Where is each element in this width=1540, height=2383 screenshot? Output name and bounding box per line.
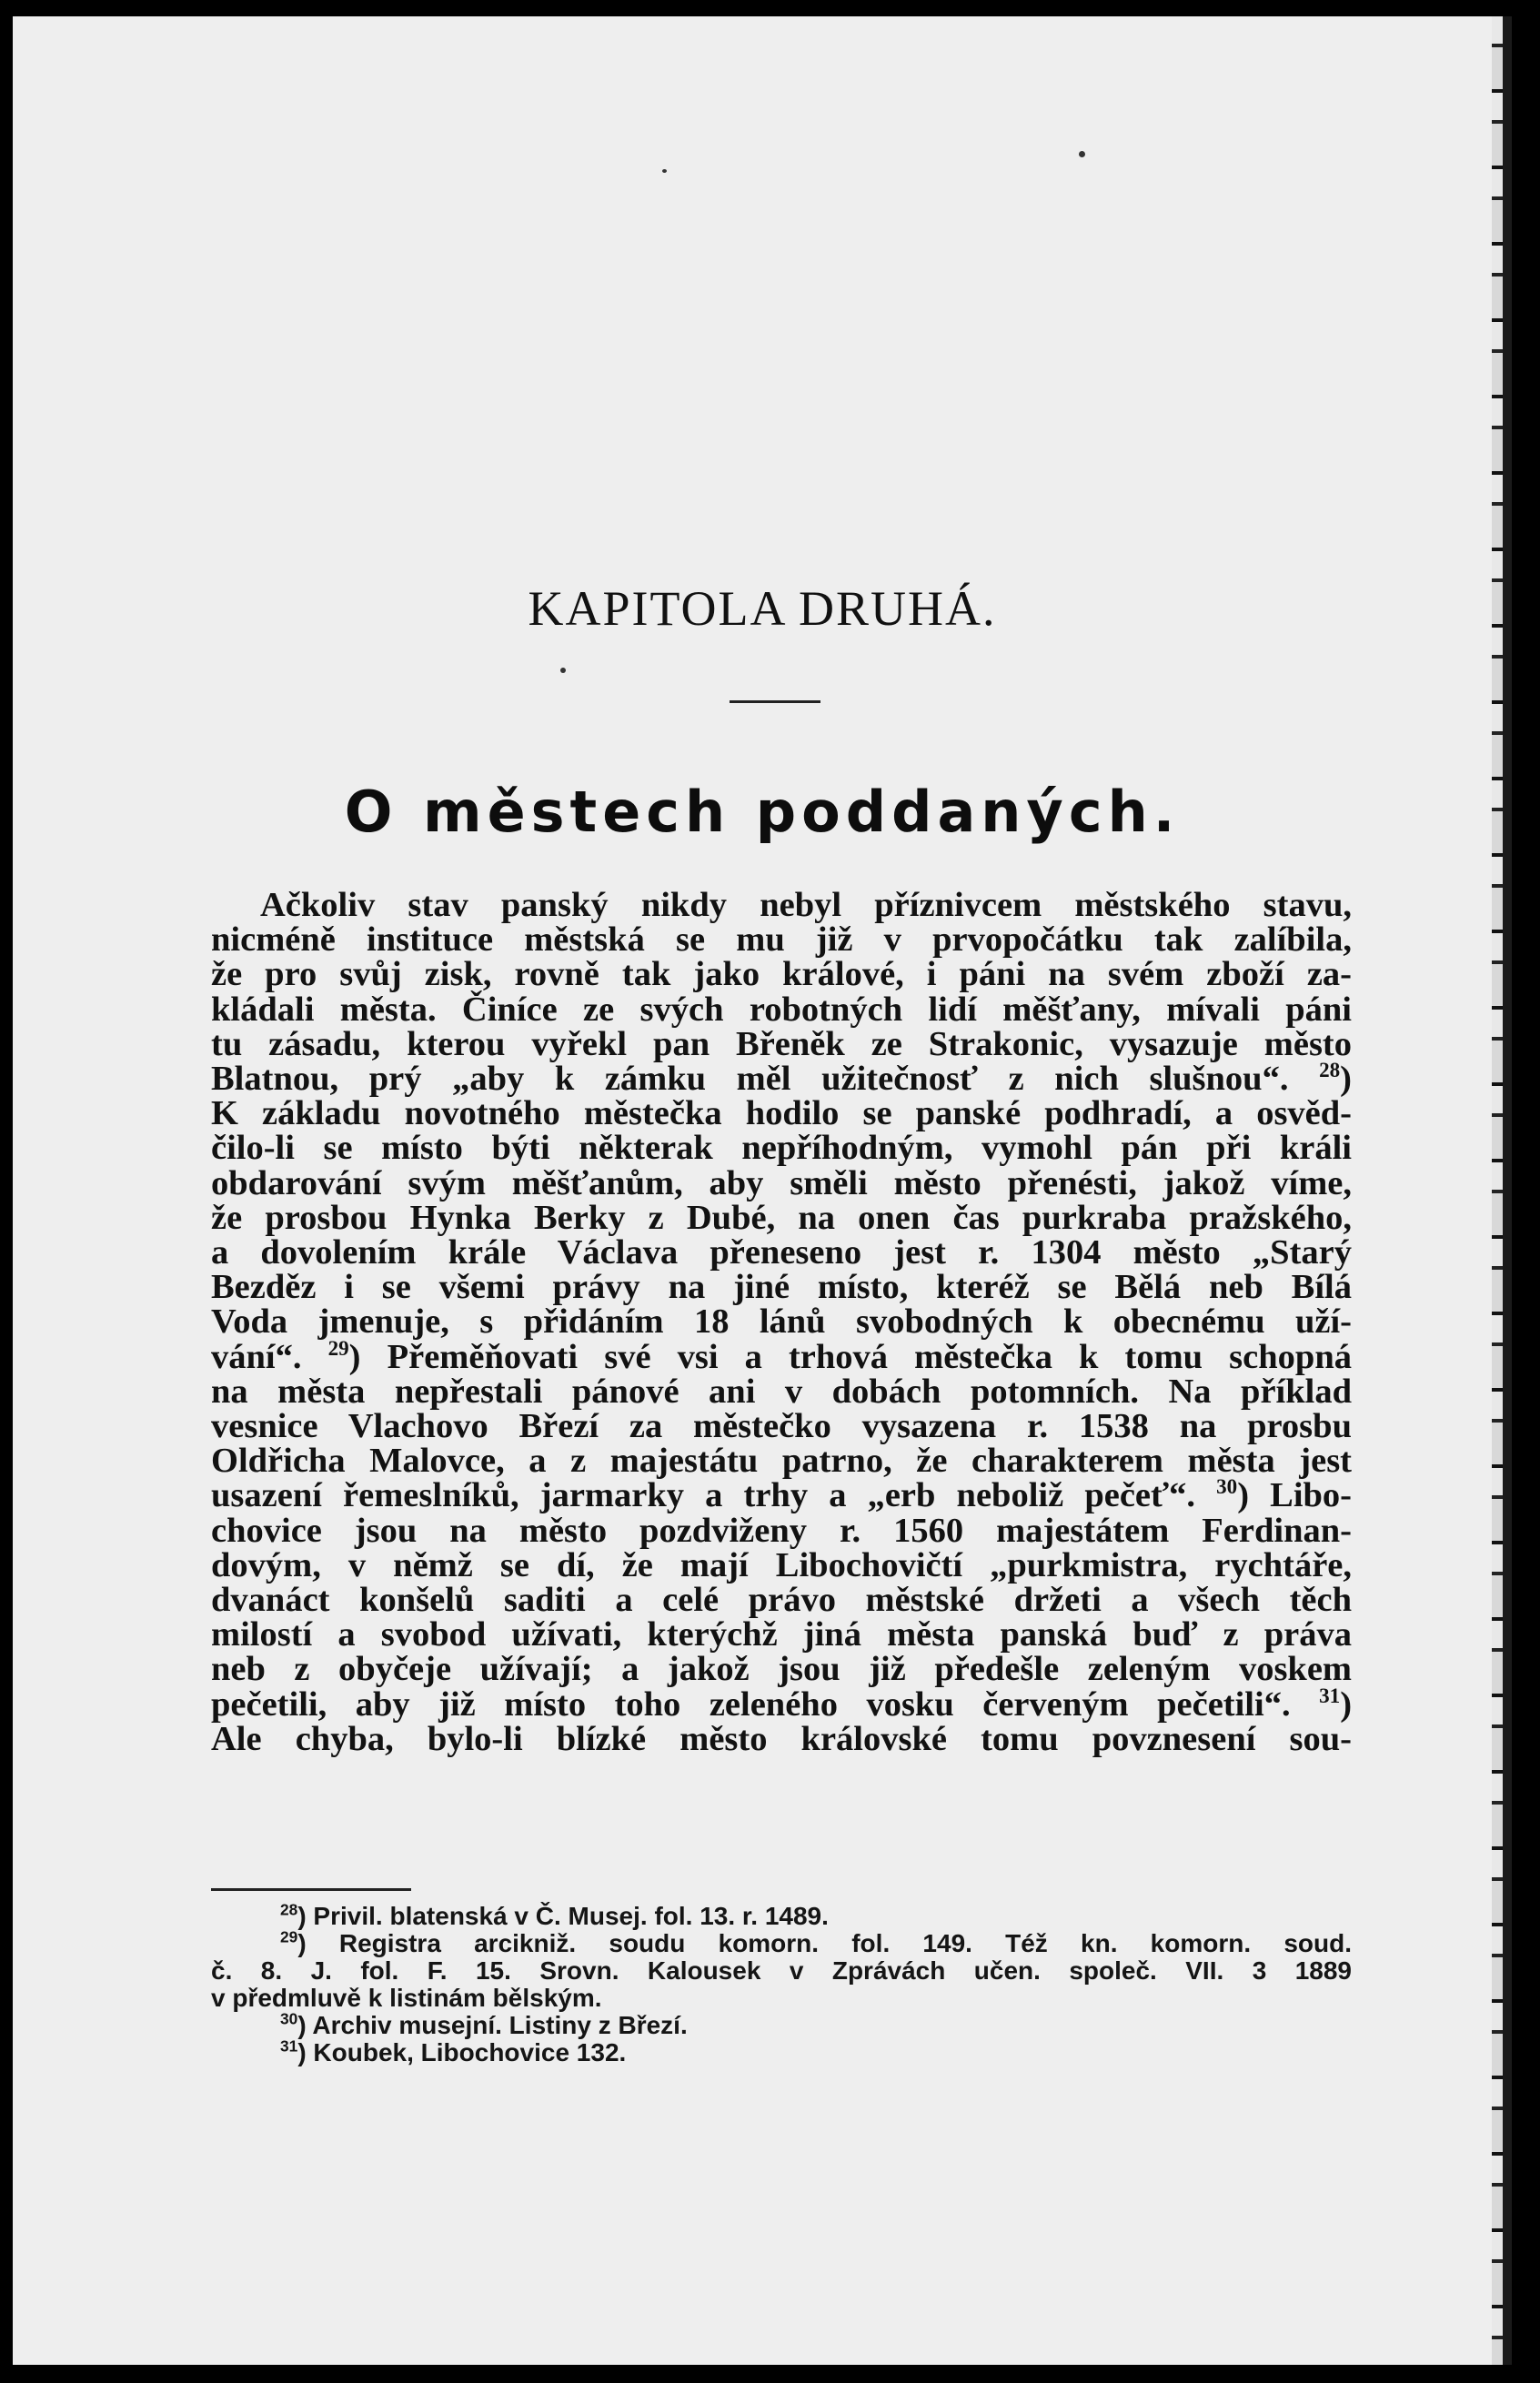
- binding-strip: [1492, 16, 1503, 2365]
- text-line: a dovolením krále Václava přeneseno jest r. 1304 město „Starý: [211, 1233, 1352, 1272]
- footnote: $^{28}$) Privil. blatenská v Č. Musej. fol. 13. r. 1489.: [280, 1900, 829, 1930]
- text-line: milostí a svobod užívati, kterýchž jiná města panská buď z práva: [211, 1615, 1352, 1654]
- text-line: Oldřicha Malovce, a z majestátu patrno, že charakterem města jest: [211, 1442, 1352, 1481]
- footnote-continuation: č. 8. J. fol. F. 15. Srovn. Kalousek v Zprávách učen. společ. VII. 3 1889: [211, 1956, 1352, 1985]
- text-line: vání“. $^{29}$) Přeměňovati své vsi a trhová městečka k tomu schopná: [211, 1335, 1352, 1376]
- print-speck: [662, 169, 667, 173]
- print-speck: [560, 668, 566, 673]
- text-line: Voda jmenuje, s přidáním 18 lánů svobodných k obecnému uží-: [211, 1302, 1352, 1342]
- text-line: pečetili, aby již místo toho zeleného vosku červeným pečetili“. $^{31}$): [211, 1683, 1353, 1724]
- footnote: $^{29}$) Registra arcikniž. soudu komorn. fol. 149. Též kn. komorn. soud.: [280, 1927, 1353, 1957]
- footnote-number: 29: [280, 1927, 298, 1946]
- text-line: vesnice Vlachovo Březí za městečko vysazena r. 1538 na prosbu: [211, 1407, 1352, 1446]
- text-line: dvanáct konšelů saditi a celé právo městské držeti a všech těch: [211, 1581, 1352, 1620]
- text-line: na města nepřestali pánové ani v dobách potomních. Na příklad: [211, 1372, 1352, 1411]
- text-line: kládali města. Činíce ze svých robotných lidí měšťany, mívali páni: [211, 990, 1352, 1029]
- text-line: Ačkoliv stav panský nikdy nebyl příznivcem městského stavu,: [260, 886, 1352, 924]
- text-line-part: usazení řemeslníků, jarmarky a trhy a „erb neboliž pečeť“.: [211, 1476, 1195, 1515]
- chapter-heading: KAPITOLA DRUHÁ.: [528, 581, 997, 636]
- footnotes: [211, 1900, 1353, 2066]
- text-line-part: vání“.: [211, 1337, 302, 1376]
- footnote-ref: 30: [1216, 1474, 1238, 1499]
- text-line: Blatnou, prý „aby k zámku měl užitečnosť z nich slušnou“. $^{28}$): [211, 1058, 1352, 1099]
- footnote: $^{31}$) Koubek, Libochovice 132.: [280, 2036, 627, 2066]
- footnote-text: Privil. blatenská v Č. Musej. fol. 13. r. 1489.: [313, 1902, 829, 1930]
- text-line: chovice jsou na město pozdviženy r. 1560 majestátem Ferdinan-: [211, 1511, 1352, 1550]
- print-speck: [1079, 151, 1085, 157]
- text-line: že pro svůj zisk, rovně tak jako králové, i páni na svém zboží za-: [211, 955, 1352, 994]
- text-line: obdarování svým měšťanům, aby směli město přenésti, jakož víme,: [211, 1163, 1352, 1202]
- footnote: $^{30}$) Archiv musejní. Listiny z Březí.: [280, 2009, 688, 2039]
- chapter-title: O městech poddaných.: [344, 779, 1181, 845]
- text-line-part: Libo-: [1270, 1476, 1352, 1515]
- body-text: [211, 888, 1352, 1756]
- text-line: neb z obyčeje užívají; a jakož jsou již předešle zeleným voskem: [211, 1650, 1352, 1689]
- footnote-continuation: v předmluvě k listinám bělským.: [211, 1984, 602, 2012]
- book-page: [13, 16, 1512, 2365]
- text-line: K základu novotného městečka hodilo se panské podhradí, a osvěd-: [211, 1094, 1352, 1133]
- text-line: tu zásadu, kterou vyřekl pan Břeněk ze Strakonic, vysazuje město: [211, 1024, 1352, 1063]
- footnote-text: Registra arcikniž. soudu komorn. fol. 149. Též kn. komorn. soud.: [338, 1929, 1353, 1957]
- footnote-number: 30: [280, 2009, 298, 2028]
- text-line: Ale chyba, bylo-li blízké město královské tomu povznesení sou-: [211, 1719, 1352, 1758]
- footnote-text: Archiv musejní. Listiny z Březí.: [312, 2011, 688, 2039]
- text-line: čilo-li se místo býti některak nepříhodným, vymohl pán při králi: [211, 1129, 1352, 1168]
- text-line: Bezděz i se všemi právy na jiné místo, kteréž se Bělá neb Bílá: [211, 1268, 1352, 1307]
- footnote-ref: 28: [1319, 1058, 1341, 1082]
- text-line-part: Přeměňovati své vsi a trhová městečka k tomu schopná: [387, 1337, 1352, 1376]
- text-line: dovým, v němž se dí, že mají Libochovičtí „purkmistra, rychtáře,: [211, 1545, 1352, 1584]
- heading-rule: [730, 700, 820, 703]
- footnote-ref: 29: [327, 1335, 349, 1360]
- footnote-number: 31: [280, 2036, 298, 2056]
- text-line: že prosbou Hynka Berky z Dubé, na onen čas purkraba pražského,: [211, 1198, 1352, 1237]
- footnote-number: 28: [280, 1900, 298, 1919]
- footnote-ref: 31: [1319, 1683, 1341, 1707]
- text-line: usazení řemeslníků, jarmarky a trhy a „erb neboliž pečeť“. $^{30}$) Libo-: [211, 1474, 1352, 1515]
- footnote-text: Koubek, Libochovice 132.: [313, 2038, 627, 2066]
- text-line-part: Blatnou, prý „aby k zámku měl užitečnosť z nich slušnou“.: [211, 1060, 1289, 1099]
- footnote-rule: [211, 1888, 411, 1891]
- text-line: nicméně instituce městská se mu již v prvopočátku tak zalíbila,: [211, 920, 1352, 960]
- text-line-part: pečetili, aby již místo toho zeleného vosku červeným pečetili“.: [211, 1684, 1291, 1724]
